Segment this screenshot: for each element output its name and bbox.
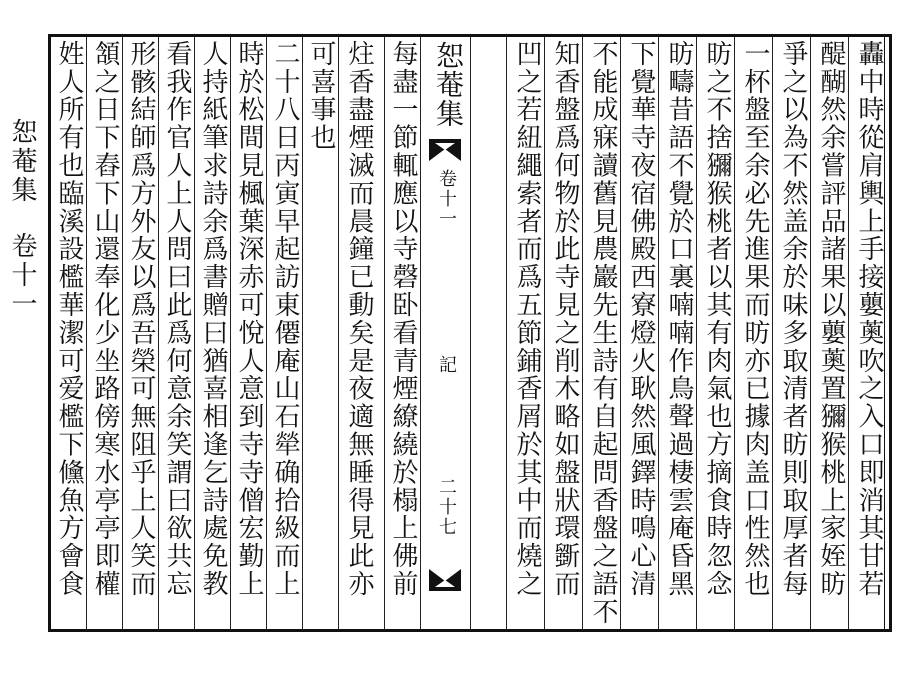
banxin-center-column bbox=[420, 37, 470, 629]
text-column: 每盡一節輒應以寺磬卧看青煙繚繞於榻上佛前 bbox=[388, 40, 418, 598]
text-column: 人持紙筆求詩余爲書贈曰猶喜相逢乞詩處免教 bbox=[198, 40, 228, 598]
banxin-book-title: 恕菴集 bbox=[432, 41, 465, 128]
text-column: 下覺華寺夜宿佛殿西寮燈火耿然風鐸時鳴心清 bbox=[626, 40, 656, 598]
text-column: 姓人所有也臨溪設檻華潔可爱檻下儵魚方會食 bbox=[54, 40, 84, 598]
column-rule bbox=[230, 37, 231, 629]
column-rule bbox=[544, 37, 545, 629]
text-column: 不能成寐讀舊見農巖先生詩有自起問香盤之語不 bbox=[588, 40, 618, 626]
fishtail-upper-icon bbox=[429, 139, 461, 161]
column-rule bbox=[658, 37, 659, 629]
text-column: 爭之以為不然盖余於味多取清者昉則取厚者每 bbox=[778, 40, 808, 598]
text-column: 昉之不捨獼猴桃者以其有肉氣也方摘食時忽念 bbox=[702, 40, 732, 598]
column-rule bbox=[696, 37, 697, 629]
column-rule bbox=[810, 37, 811, 629]
text-column: 一杯盤至余必先進果而昉亦已據肉盖口性然也 bbox=[740, 40, 770, 598]
column-rule bbox=[302, 37, 303, 629]
text-column: 轟中時從肩輿上手接蘡薁吹之入口即消其甘若 bbox=[854, 40, 884, 598]
banxin-section: 記 bbox=[436, 355, 457, 375]
column-rule bbox=[582, 37, 583, 629]
fishtail-lower-icon bbox=[429, 569, 461, 591]
column-rule bbox=[848, 37, 849, 629]
text-column: 形骸結師爲方外友以爲吾榮可無阻乎上人笑而 bbox=[126, 40, 156, 598]
margin-volume: 卷十一 bbox=[7, 232, 37, 319]
column-rule bbox=[194, 37, 195, 629]
text-column: 時於松間見楓葉深赤可悅人意到寺寺僧宏勤上 bbox=[234, 40, 264, 598]
column-rule bbox=[506, 37, 507, 629]
column-rule bbox=[122, 37, 123, 629]
text-column: 醍醐然余嘗評品諸果以蘡薁置獼猴桃上家姪昉 bbox=[816, 40, 846, 598]
column-rule bbox=[734, 37, 735, 629]
column-rule bbox=[266, 37, 267, 629]
banxin-rule-right bbox=[470, 37, 471, 629]
text-column: 凹之若紐繩索者而爲五節鋪香屑於其中而燒之 bbox=[512, 40, 542, 598]
column-rule bbox=[384, 37, 385, 629]
column-rule bbox=[158, 37, 159, 629]
text-column: 二十八日丙寅早起訪東僊庵山石犖确拾級而上 bbox=[270, 40, 300, 598]
text-column: 炷香盡煙滅而晨鐘已動矣是夜適無睡得見此亦 bbox=[344, 40, 374, 598]
column-rule bbox=[772, 37, 773, 629]
text-column: 昉疇昔語不覺於口裏喃喃作鳥聲過棲雲庵昏黑 bbox=[664, 40, 694, 598]
text-column: 可喜事也 bbox=[306, 40, 336, 152]
column-rule bbox=[338, 37, 339, 629]
text-column: 頷之日下舂下山還奉化少坐路傍寒水亭亭即權 bbox=[90, 40, 120, 598]
banxin-volume: 卷十一 bbox=[436, 169, 457, 229]
column-rule bbox=[86, 37, 87, 629]
text-column: 看我作官人上人問曰此爲何意余笑謂曰欲共忘 bbox=[162, 40, 192, 598]
margin-book-title: 恕菴集 bbox=[7, 118, 37, 205]
text-column: 知香盤爲何物於此寺見之削木略如盤狀環斵而 bbox=[550, 40, 580, 598]
banxin-page-number: 二十七 bbox=[436, 477, 457, 537]
column-rule bbox=[620, 37, 621, 629]
